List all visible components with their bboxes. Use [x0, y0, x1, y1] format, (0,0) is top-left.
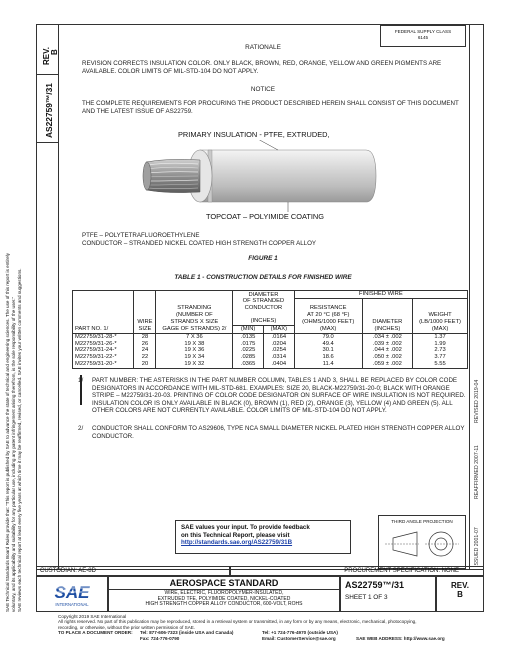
custodian-text: CUSTODIAN: AE-8D [40, 568, 96, 574]
min-header: (MIN) [233, 325, 264, 333]
sheet-number: SHEET 1 OF 3 [345, 594, 388, 601]
table-cell: 7 X 36 [156, 333, 233, 340]
table-cell: .0404 [263, 361, 294, 368]
table-cell: .0314 [263, 354, 294, 361]
construction-details-table: DIAMETER FINISHED WIRE STRANDING OF STRANDED CONDUCTOR RESISTANCE WIRE (NUMBER OF STRANDS X SIZE (INCHES) AT 20 °C (68 °F) (OHMS/1000 FEET) DIAMETER WEIGHT (LB/1000 FEET) PART NO. 1/ SIZE GAGE OF STRANDS) 2/ (MIN) (MAX) (MAX) (INCHES) (MAX) M22759/31-28-* 28 7 X 36 .0135 .0164 79.0 .034 ± .002 1.37 M22759/31-26-* 26 19 X 38 .0175 .0204 49.4 .039 ± .002 1.99 M22759/31-24-* 24 19 X 36 .0225 .0254 30.1 .044 ± .002 2.73 M22759/31-22-* 22 19 X 34 .0285 .0314 18.6 .050 ± .002 3.77 M22759/31-20-* 20 19 X 32 .0365 .0404 11.4 .059 ± .002 5.55 [72, 290, 468, 369]
table-cell: .0225 [233, 347, 264, 354]
doc-number-cell [340, 576, 436, 612]
feedback-line-2: on this Technical Report, please visit [181, 531, 290, 539]
note-2 [78, 424, 466, 440]
table-cell: .0365 [233, 361, 264, 368]
issued-date: ISSUED 2001-07 [474, 527, 480, 567]
logo-text: SAE [54, 583, 90, 602]
rev-value: B [457, 590, 463, 599]
rationale-text: REVISION CORRECTS INSULATION COLOR. ONLY BLACK, BROWN, RED, ORANGE, YELLOW AND GREEN PIGMENTS ARE AVAILABLE. COLOR LIMITS OF MIL-STD-104 DO NOT APPLY. [82, 60, 442, 75]
figure-legend-ptfe: PTFE – POLYTETRAFLUOROETHYLENE [82, 232, 200, 239]
table-cell: .059 ± .002 [362, 361, 412, 368]
notice-text: THE COMPLETE REQUIREMENTS FOR PROCURING THE PRODUCT DESCRIBED HEREIN SHALL CONSIST OF THIS DOCUMENT AND THE LATEST ISSUE OF AS22759. [82, 100, 459, 115]
reaffirmed-date: REAFFIRMED 2007-11 [474, 445, 480, 499]
wire-cross-section-figure [138, 140, 378, 212]
logo-sub: INTERNATIONAL [55, 602, 89, 607]
document-description: WIRE, ELECTRIC, FLUOROPOLYMER-INSULATED, EXTRUDED TFE, POLYIMIDE COATED, NICKEL-COATED HIGH STRENGTH COPPER ALLOY CONDUCTOR, 600-VOLT, ROHS [145, 590, 303, 608]
table-cell: 11.4 [294, 361, 362, 368]
finished-wire-header: FINISHED WIRE [294, 291, 467, 299]
table-cell: 24 [134, 347, 156, 354]
doc-number: AS22759™/31 [345, 580, 405, 590]
title-block [40, 568, 484, 608]
table-cell: .050 ± .002 [362, 354, 412, 361]
table-cell: .0135 [233, 333, 264, 340]
footer-contact-row [58, 630, 478, 641]
table-cell: M22759/31-22-* [73, 354, 134, 361]
footer-rights-2: recording, or otherwise, without the prior written permission of SAE. [58, 624, 196, 630]
table-cell: .0164 [263, 333, 294, 340]
table-cell: 1.99 [413, 341, 468, 348]
notes-section [78, 377, 466, 440]
table-cell: 20 [134, 361, 156, 368]
left-margin-strip [37, 25, 59, 569]
table-cell: 19 X 32 [156, 361, 233, 368]
table-cell: 1.37 [413, 333, 468, 340]
order-label: TO PLACE A DOCUMENT ORDER: [58, 630, 133, 636]
side-disclaimer-line: SAE reviews each technical report at least every five years at which time it may be reaffirmed, revised, or cancelled. SAE invites your written comments and suggestions. [17, 268, 22, 612]
diameter-group-header: DIAMETER [233, 291, 294, 299]
footer-rights: All rights reserved. No part of this publication may be reproduced, stored in a retrieval system or transmitted, in any form or by any means, electronic, mechanical, photocopying, [58, 619, 417, 625]
projection-label: THIRD ANGLE PROJECTION [391, 519, 453, 524]
table-row [73, 333, 468, 340]
table-cell: .039 ± .002 [362, 341, 412, 348]
footer-fax: Fax: 724-776-0790 [140, 635, 180, 641]
table-cell: .0204 [263, 341, 294, 348]
rev-label: REV. [451, 581, 469, 590]
table-cell: .0254 [263, 347, 294, 354]
logo-cell [36, 576, 108, 612]
rev-cell [436, 576, 484, 612]
side-disclaimer-line: voluntary, and its applicability and suitability for any particular use, including any patent infringement arising therefrom, is the sole responsibility of the user." [11, 296, 16, 612]
table-cell: 19 X 38 [156, 341, 233, 348]
side-disclaimer-line: SAE Technical Standards Board Rules provide that: "This report is published by SAE to advance the state of technical and engineering sciences. The use of this report is entirely [5, 253, 10, 612]
fsc-value: 6145 [417, 35, 429, 40]
table-cell: .0285 [233, 354, 264, 361]
feedback-link[interactable]: http://standards.sae.org/AS22759/31B [181, 539, 293, 547]
table-row [73, 361, 468, 368]
fsc-label: FEDERAL SUPPLY CLASS [394, 29, 452, 34]
table-cell: 26 [134, 341, 156, 348]
table-row [73, 341, 468, 348]
table-cell: M22759/31-26-* [73, 341, 134, 348]
table-cell: .034 ± .002 [362, 333, 412, 340]
margin-rev-cell [37, 25, 59, 75]
margin-doc-number-cell [37, 75, 59, 143]
note-1 [78, 377, 466, 415]
margin-rev-value: B [50, 49, 59, 55]
max-header: (MAX) [263, 325, 294, 333]
conductor-strands [143, 159, 200, 192]
right-margin-strip [469, 25, 483, 569]
table-cell: 2.73 [413, 347, 468, 354]
margin-rev-label: REV. [42, 47, 51, 65]
notice-heading: NOTICE [250, 86, 276, 93]
stranding-header: STRANDING [156, 298, 233, 312]
third-angle-projection-box [378, 515, 466, 569]
table-body [73, 333, 468, 368]
part-no-header: PART NO. 1/ [73, 325, 134, 333]
feedback-box [175, 520, 351, 554]
standard-title: AEROSPACE STANDARD [109, 577, 339, 590]
table-cell: .044 ± .002 [362, 347, 412, 354]
table-cell: 18.6 [294, 354, 362, 361]
footer-tel: Tel: 877-606-7323 (inside USA and Canada) [140, 630, 234, 636]
table-cell: .0175 [233, 341, 264, 348]
rationale-heading: RATIONALE [245, 44, 281, 51]
table-cell: 30.1 [294, 347, 362, 354]
figure-label-primary-insulation: PRIMARY INSULATION - PTFE, EXTRUDED, [178, 130, 330, 139]
table-cell: 3.77 [413, 354, 468, 361]
footer-tel-outside: Tel: +1 724-776-4970 (outside USA) [262, 630, 338, 636]
footer [58, 614, 478, 641]
figure-label-topcoat: TOPCOAT – POLYIMIDE COATING [206, 212, 324, 221]
revised-date: REVISED 2019-04 [474, 379, 480, 423]
table-cell: M22759/31-28-* [73, 333, 134, 340]
sae-logo [37, 577, 107, 611]
footer-copyright: Copyright 2019 SAE International [58, 614, 127, 619]
table-row [73, 354, 468, 361]
weight-header: WEIGHT (LB/1000 FEET) [413, 312, 468, 326]
projection-symbol [379, 524, 465, 564]
feedback-line-1: SAE values your input. To provide feedback [181, 524, 310, 531]
footer-web[interactable]: SAE WEB ADDRESS: http://www.sae.org [356, 635, 445, 641]
procurement-text: PROCUREMENT SPECIFICATION: NONE [344, 568, 459, 574]
footer-email[interactable]: Email: CustomerService@sae.org [262, 635, 336, 641]
table-cell: 22 [134, 354, 156, 361]
table-cell: 28 [134, 333, 156, 340]
figure-caption: FIGURE 1 [248, 255, 278, 262]
table-cell: M22759/31-20-* [73, 361, 134, 368]
title-cell [108, 576, 340, 612]
note-2-mark: 2/ [78, 424, 84, 432]
note-2-text: CONDUCTOR SHALL CONFORM TO AS29606, TYPE NCA SMALL DIAMETER NICKEL PLATED HIGH STRENGTH COPPER ALLOY CONDUCTOR. [92, 424, 465, 440]
figure-legend-conductor: CONDUCTOR – STRANDED NICKEL COATED HIGH STRENGTH COPPER ALLOY [82, 240, 317, 247]
custodian-cell [36, 566, 230, 576]
table-cell: 5.55 [413, 361, 468, 368]
table-cell: 79.0 [294, 333, 362, 340]
table-cell: 19 X 34 [156, 354, 233, 361]
table-cell: 19 X 36 [156, 347, 233, 354]
note-1-text: PART NUMBER: THE ASTERISKS IN THE PART NUMBER COLUMN, TABLES 1 AND 3, SHALL BE REPLACED BY COLOR CODE DESIGNATORS IN ACCORDANCE WITH MIL-STD-681. EXAMPLES: SIZE 20, BLACK-M22759/31-20-0; BLACK WITH ORANGE STRIPE – M22759/31-20-03. PRINTING OF COLOR CODE DESIGNATOR ON SURFACE OF WIRE INSULATION IS NOT REQUIRED. INSULATION COLOR IS ONLY AVAILABLE IN BLACK (0), BROWN (1), RED (2), ORANGE (3), YELLOW (4) AND GREEN (5). ALL OTHER COLORS ARE NOT CURRENTLY AVAILABLE. COLOR LIMITS OF MIL-STD-104 DO NOT APPLY. [92, 377, 466, 415]
note-1-mark: 1/ [78, 377, 84, 384]
resistance-header: RESISTANCE [294, 298, 362, 312]
table-row [73, 347, 468, 354]
wire-size-header: WIRE [134, 312, 156, 326]
table-cell: M22759/31-24-* [73, 347, 134, 354]
margin-doc-number: AS22759™/31 [44, 83, 54, 138]
diameter-header: DIAMETER [362, 312, 412, 326]
table-title: TABLE 1 - CONSTRUCTION DETAILS FOR FINISHED WIRE [174, 274, 352, 281]
table-cell: 49.4 [294, 341, 362, 348]
procurement-cell [230, 566, 484, 576]
